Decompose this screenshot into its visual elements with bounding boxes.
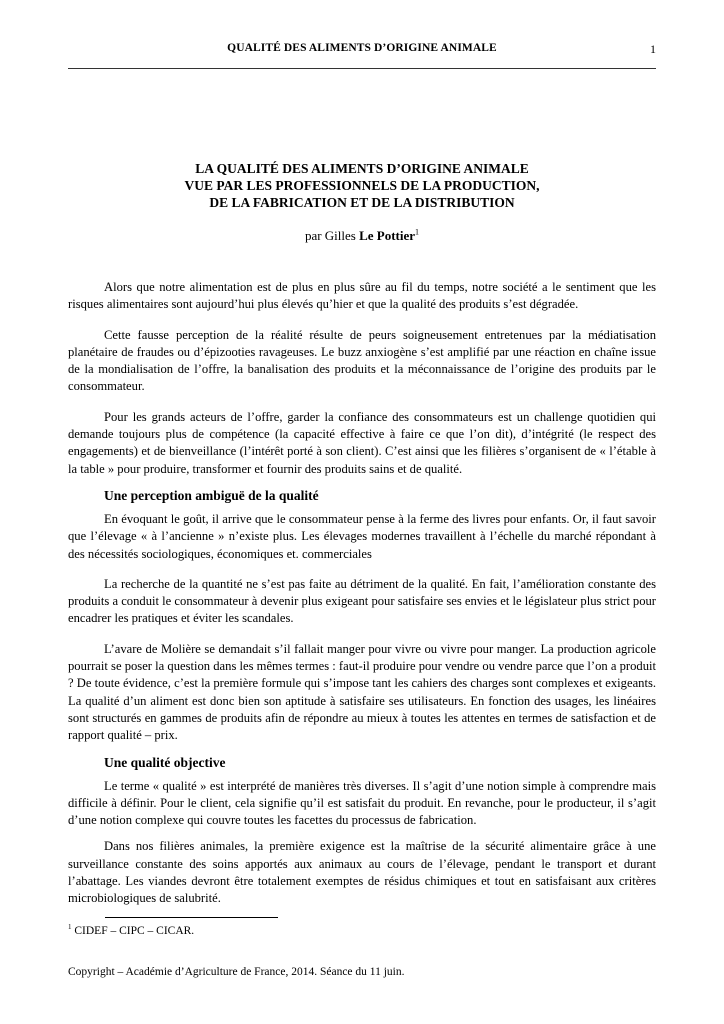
paragraph: Alors que notre alimentation est de plus en plus sûre au fil du temps, notre société a le sentiment que les risques alimentaires sont aujourd’hui plus élevés qu’hier et que la qualité des produits s’est dégradée. <box>68 280 656 312</box>
footnote <box>68 925 194 937</box>
footnote-reference: 1 <box>415 227 420 237</box>
running-header <box>68 42 656 60</box>
paragraph: La recherche de la quantité ne s’est pas faite au détriment de la qualité. En fait, l’amélioration constante des produits a conduit le consommateur à devenir plus exigeant pour satisfaire ses envies et le législateur plus strict pour encadrer les pratiques et éviter les scandales. <box>68 576 656 626</box>
running-title: QUALITÉ DES ALIMENTS D’ORIGINE ANIMALE <box>227 42 497 54</box>
footnote-marker: 1 <box>68 923 72 932</box>
article-title <box>68 160 656 211</box>
paragraph: Pour les grands acteurs de l’offre, garder la confiance des consommateurs est un challenge quotidien qui demande toujours plus de compétence (la capacité effective à faire ce que l’on dit), d’intégrité (le respect des engagements) et de bienveillance (l’intérêt porté à son client). C’est ainsi que les filières s’organisent de « l’étable à la table » pour produire, transformer et fournir des produits sains et de qualité. <box>68 409 656 476</box>
copyright-notice: Copyright – Académie d’Agriculture de France, 2014. Séance du 11 juin. <box>68 966 405 978</box>
paragraph: Cette fausse perception de la réalité résulte de peurs soigneusement entretenues par la médiatisation planétaire de fraudes ou d’épizooties ravageuses. Le buzz anxiogène s’est amplifié par une réaction en chaîne issue de la mondialisation de l’offre, la banalisation des produits et la méconnaissance de l’origine des produits par le consommateur. <box>68 327 656 394</box>
paragraph: En évoquant le goût, il arrive que le consommateur pense à la ferme des livres pour enfants. Or, il faut savoir que l’élevage « à l’ancienne » n’existe plus. Les élevages modernes travaillent à l’échelle du marché répondant à des nécessités sociologiques, économiques et. commerciales <box>68 511 656 561</box>
footnote-text: CIDEF – CIPC – CICAR. <box>71 925 195 937</box>
footnote-rule <box>105 917 278 918</box>
title-line-3: DE LA FABRICATION ET DE LA DISTRIBUTION <box>209 195 515 210</box>
paragraph: L’avare de Molière se demandait s’il fallait manger pour vivre ou vivre pour manger. La production agricole pourrait se poser la question dans les mêmes termes : faut-il produire pour vendre ou vendre parce que l’on a produit ? De toute évidence, c’est la première formule qui s’impose tant les cahiers des charges sont complexes et exigeants. La qualité d’un aliment est donc bien son aptitude à satisfaire ses utilisateurs. En fonction des usages, les linéaires sont structurés en gammes de produits afin de répondre au mieux à toutes les attentes en termes de satisfaction et de rapport qualité – prix. <box>68 641 656 743</box>
page-number: 1 <box>650 42 656 56</box>
article-body <box>68 279 656 921</box>
byline <box>68 228 656 244</box>
author-surname: Le Pottier <box>359 228 416 243</box>
title-line-1: LA QUALITÉ DES ALIMENTS D’ORIGINE ANIMALE <box>195 161 529 176</box>
title-line-2: VUE PAR LES PROFESSIONNELS DE LA PRODUCTION, <box>184 178 540 193</box>
section-heading: Une qualité objective <box>104 754 226 770</box>
section-heading: Une perception ambiguë de la qualité <box>104 487 319 503</box>
paragraph: Le terme « qualité » est interprété de manières très diverses. Il s’agit d’une notion simple à comprendre mais difficile à définir. Pour le client, cela signifie qu’il est satisfait du produit. En revanche, pour le producteur, il s’agit d’une notion complexe qui couvre toutes les facettes du processus de fabrication. <box>68 778 656 828</box>
header-rule <box>68 68 656 69</box>
byline-prefix: par Gilles <box>304 228 360 243</box>
paragraph: Dans nos filières animales, la première exigence est la maîtrise de la sécurité alimentaire grâce à une surveillance constante des soins apportés aux animaux au cours de l’élevage, pendant le transport et durant l’abattage. Les viandes devront être totalement exemptes de résidus chimiques et tout en satisfaisant aux critères microbiologiques de salubrité. <box>68 839 656 906</box>
